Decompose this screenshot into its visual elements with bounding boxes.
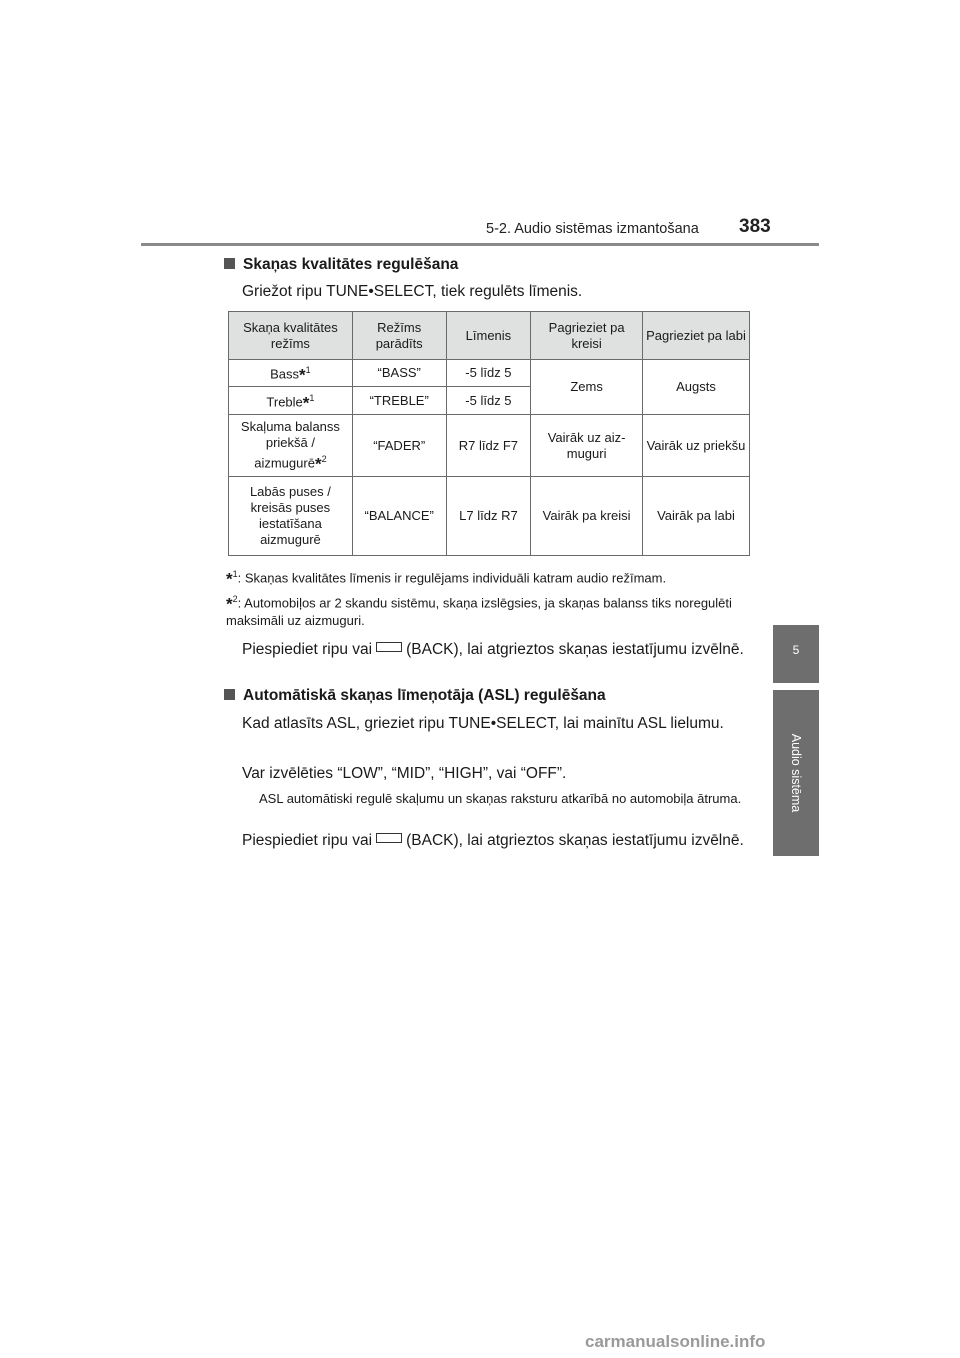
table-header-row [229,312,750,360]
back-instruction-2: Piespiediet ripu vai (BACK), lai atgrieztos skaņas iestatījumu izvēlnē. [242,832,744,849]
asl-options: Var izvēlēties “LOW”, “MID”, “HIGH”, vai “OFF”. [242,765,567,782]
header-section-title: 5-2. Audio sistēmas izmantošana [486,221,699,237]
table-cell-left: Vairāk uz aiz-muguri [531,415,643,477]
section-heading-sound-quality [224,256,458,274]
chapter-number: 5 [792,643,800,657]
asl-paragraph: Kad atlasīts ASL, grieziet ripu TUNE•SELECT, lai mainītu ASL lielumu. [242,715,724,732]
table-cell-right: Vairāk uz priekšu [642,415,749,477]
table-cell-mode: Treble*$^1$ [229,387,353,415]
watermark: carmanualsonline.info [585,1332,766,1351]
table-row [229,415,750,477]
back-button-icon [376,642,402,652]
section-intro: Griežot ripu TUNE•SELECT, tiek regulēts līmenis. [242,283,583,300]
table-cell-shown: “BALANCE” [352,477,446,556]
table-cell-mode: Bass*$^1$ [229,360,353,387]
table-header-cell: Skaņa kvalitātes režīms [229,312,353,360]
table-cell-shown: “TREBLE” [352,387,446,415]
square-bullet-icon [224,689,235,700]
back-instruction-1: Piespiediet ripu vai (BACK), lai atgrieztos skaņas iestatījumu izvēlnē. [242,641,744,658]
table-cell-left: Vairāk pa kreisi [531,477,643,556]
page-number: 383 [739,216,771,237]
table-cell-right: Vairāk pa labi [642,477,749,556]
section-heading-text: Skaņas kvalitātes regulēšana [243,256,459,273]
chapter-label-strip [773,690,819,856]
table-cell-shown: “FADER” [352,415,446,477]
sound-settings-table [228,311,750,556]
chapter-tab [773,625,819,683]
footnote-2: *$^2$: Automobiļos ar 2 skandu sistēmu, skaņa izslēgsies, ja skaņas balanss tiks noregulēti maksimāli uz aizmuguri. [226,594,732,629]
table-header-cell: Līmenis [446,312,531,360]
section-heading-asl [224,687,606,705]
table-cell-level: -5 līdz 5 [446,387,531,415]
table-cell-mode: Labās puses / kreisās puses iestatīšana aizmugurē [229,477,353,556]
table-cell-level: R7 līdz F7 [446,415,531,477]
table-cell-level: L7 līdz R7 [446,477,531,556]
header-divider [141,243,819,246]
section-heading-text: Automātiskā skaņas līmeņotāja (ASL) regulēšana [243,687,606,704]
back-button-icon [376,833,402,843]
table-row [229,360,750,387]
chapter-label: Audio sistēma [789,733,803,813]
table-cell-left: Zems [531,360,643,415]
table-header-cell: Pagrieziet pa labi [642,312,749,360]
table-cell-mode: Skaļuma balanss priekšā / aizmugurē*$^2$ [229,415,353,477]
table-cell-level: -5 līdz 5 [446,360,531,387]
table-cell-shown: “BASS” [352,360,446,387]
square-bullet-icon [224,258,235,269]
footnote-1: *$^1$: Skaņas kvalitātes līmenis ir regulējams individuāli katram audio režīmam. [226,569,667,589]
table-cell-right: Augsts [642,360,749,415]
table-header-cell: Režīms parādīts [352,312,446,360]
asl-note: ASL automātiski regulē skaļumu un skaņas raksturu atkarībā no automobiļa ātruma. [259,791,742,806]
table-row [229,477,750,556]
table-header-cell: Pagrieziet pa kreisi [531,312,643,360]
